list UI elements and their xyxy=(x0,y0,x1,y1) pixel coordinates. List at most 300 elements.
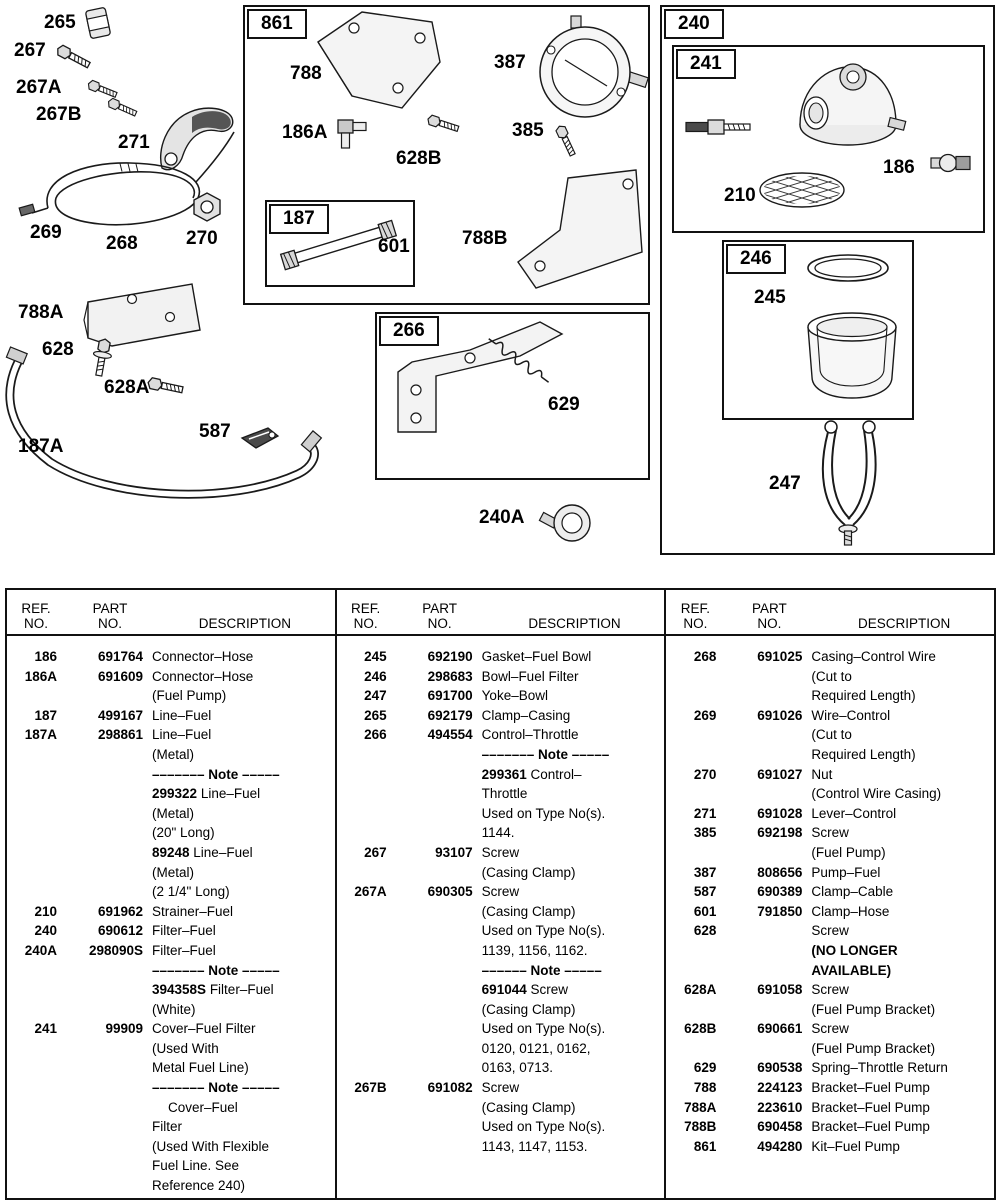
part-no: 494554 xyxy=(427,727,473,743)
table-row xyxy=(337,647,665,667)
part-no xyxy=(387,980,473,1000)
part-no: 298090S xyxy=(88,942,143,958)
ref-no xyxy=(337,765,387,785)
table-row xyxy=(337,1078,665,1098)
ref-no xyxy=(7,765,57,785)
table-header xyxy=(337,590,665,636)
description: (Used With xyxy=(152,1040,219,1056)
ref-no xyxy=(337,941,387,961)
part-no: 791850 xyxy=(757,903,803,919)
header-description xyxy=(155,616,335,631)
ref-no: 861 xyxy=(693,1138,717,1154)
part-screw-267A xyxy=(87,79,118,99)
part-label-268: 268 xyxy=(106,233,138,254)
ref-no: 267B xyxy=(354,1080,387,1096)
ref-no xyxy=(7,1058,57,1078)
table-row xyxy=(666,686,994,706)
ref-no xyxy=(7,1117,57,1137)
part-no xyxy=(57,784,143,804)
part-no xyxy=(387,941,473,961)
header-part-line1: PART xyxy=(751,601,787,616)
ref-no: 269 xyxy=(693,707,717,723)
table-row xyxy=(337,804,665,824)
ref-no: 246 xyxy=(364,668,387,684)
description: Screw xyxy=(481,1080,520,1096)
part-no: 691058 xyxy=(757,982,803,998)
ref-no xyxy=(337,745,387,765)
part-no: 692190 xyxy=(427,649,473,664)
ref-no xyxy=(7,1137,57,1157)
header-part-line2: NO. xyxy=(427,616,452,631)
ref-no xyxy=(7,784,57,804)
part-no xyxy=(387,804,473,824)
description: (Used With Flexible xyxy=(152,1138,270,1154)
part-no: 690305 xyxy=(427,884,473,900)
part-label-628B: 628B xyxy=(396,148,442,169)
ref-no xyxy=(7,843,57,863)
table-row xyxy=(337,961,665,981)
part-no: 691027 xyxy=(757,766,803,782)
ref-no: 628 xyxy=(693,923,717,939)
table-row xyxy=(7,1156,335,1176)
diagram-box-label-861: 861 xyxy=(247,9,307,39)
header-part-no xyxy=(724,601,814,631)
part-no xyxy=(716,941,802,961)
description: 1143, 1147, 1153. xyxy=(481,1138,588,1154)
header-part-no xyxy=(395,601,485,631)
part-no: 224123 xyxy=(757,1080,803,1096)
table-row xyxy=(7,706,335,726)
table-row xyxy=(7,1176,335,1196)
header-description xyxy=(814,616,994,631)
part-label-240A: 240A xyxy=(479,507,525,528)
part-no xyxy=(387,863,473,883)
description: Wire–Control xyxy=(811,707,891,723)
description: (Casing Clamp) xyxy=(481,864,576,880)
part-no xyxy=(387,1117,473,1137)
part-no xyxy=(716,745,802,765)
part-no: 690389 xyxy=(757,884,803,900)
ref-no xyxy=(666,784,716,804)
description: Pump–Fuel xyxy=(811,864,881,880)
table-row xyxy=(7,863,335,883)
part-label-187A: 187A xyxy=(18,436,64,457)
description: Used on Type No(s). xyxy=(481,1119,606,1135)
ref-no: 187 xyxy=(34,707,57,723)
table-row xyxy=(7,843,335,863)
ref-no xyxy=(337,1058,387,1078)
part-label-788A: 788A xyxy=(18,302,64,323)
description: 691044 Screw xyxy=(481,982,568,998)
header-part-line2: NO. xyxy=(757,616,782,631)
table-body xyxy=(666,636,994,1156)
description: Casing–Control Wire xyxy=(811,649,936,664)
ref-no xyxy=(666,1000,716,1020)
description: Control–Throttle xyxy=(481,727,579,743)
part-no: 298683 xyxy=(427,668,473,684)
part-label-387: 387 xyxy=(494,52,526,73)
header-description xyxy=(485,616,665,631)
table-row xyxy=(337,1000,665,1020)
table-row xyxy=(337,1137,665,1157)
description: (Fuel Pump) xyxy=(152,688,227,704)
part-no xyxy=(716,784,802,804)
table-row xyxy=(337,882,665,902)
ref-no xyxy=(7,804,57,824)
part-no: 691700 xyxy=(427,688,473,704)
ref-no xyxy=(7,686,57,706)
part-no xyxy=(716,686,802,706)
ref-no: 628A xyxy=(684,982,717,998)
table-row xyxy=(337,706,665,726)
description: 1139, 1156, 1162. xyxy=(481,942,588,958)
table-row xyxy=(337,1039,665,1059)
part-no xyxy=(387,1058,473,1078)
ref-no xyxy=(7,823,57,843)
ref-no xyxy=(337,1137,387,1157)
header-ref-line1: REF. xyxy=(351,601,381,616)
part-no xyxy=(387,1039,473,1059)
table-row xyxy=(337,863,665,883)
ref-no: 385 xyxy=(693,825,717,841)
description: Screw xyxy=(811,982,849,998)
part-no xyxy=(716,961,802,981)
part-filter-fuel-240A xyxy=(539,505,590,541)
ref-no: 788A xyxy=(684,1099,717,1115)
ref-no xyxy=(7,1098,57,1118)
ref-no xyxy=(666,1039,716,1059)
part-no xyxy=(716,725,802,745)
ref-no xyxy=(337,1000,387,1020)
part-no xyxy=(387,921,473,941)
table-row xyxy=(7,686,335,706)
table-row xyxy=(7,882,335,902)
table-row xyxy=(666,784,994,804)
header-ref-line2: NO. xyxy=(353,616,378,631)
description: Strainer–Fuel xyxy=(152,903,234,919)
part-no: 690612 xyxy=(97,923,143,939)
description: Fuel Line. See xyxy=(152,1158,240,1174)
header-ref-line2: NO. xyxy=(23,616,48,631)
description: Used on Type No(s). xyxy=(481,1021,606,1037)
description: ––––––– Note ––––– xyxy=(481,746,610,762)
description: Connector–Hose xyxy=(152,649,254,664)
part-line-fuel-metal-187A xyxy=(6,347,321,494)
table-row xyxy=(7,902,335,922)
part-no xyxy=(716,1039,802,1059)
description: Spring–Throttle Return xyxy=(811,1060,948,1076)
description: (Casing Clamp) xyxy=(481,1099,576,1115)
diagram-box-label-241: 241 xyxy=(676,49,736,79)
ref-no: 187A xyxy=(24,727,57,743)
part-label-629: 629 xyxy=(548,394,580,415)
part-no: 691764 xyxy=(97,649,143,664)
table-row xyxy=(337,784,665,804)
part-label-271: 271 xyxy=(118,132,150,153)
ref-no: 587 xyxy=(693,884,717,900)
description: Screw xyxy=(811,923,849,939)
table-row xyxy=(666,706,994,726)
description: Metal Fuel Line) xyxy=(152,1060,249,1076)
table-column-group xyxy=(7,590,337,1198)
description: (Metal) xyxy=(152,746,195,762)
table-row xyxy=(7,1137,335,1157)
part-no xyxy=(387,1137,473,1157)
part-no: 692179 xyxy=(427,707,473,723)
table-row xyxy=(7,784,335,804)
description: AVAILABLE) xyxy=(811,962,892,978)
table-body xyxy=(7,636,335,1196)
ref-no xyxy=(666,843,716,863)
ref-no xyxy=(7,745,57,765)
table-header xyxy=(666,590,994,636)
table-row xyxy=(666,1137,994,1157)
description: Line–Fuel xyxy=(152,707,212,723)
part-label-788B: 788B xyxy=(462,228,508,249)
ref-no xyxy=(7,1156,57,1176)
table-row xyxy=(666,843,994,863)
description: Bracket–Fuel Pump xyxy=(811,1099,930,1115)
description: Reference 240) xyxy=(152,1178,246,1194)
part-no xyxy=(57,1058,143,1078)
part-screw-267B xyxy=(107,97,138,118)
part-label-385: 385 xyxy=(512,120,544,141)
ref-no: 241 xyxy=(34,1021,57,1037)
diagram-box-label-240: 240 xyxy=(664,9,724,39)
parts-table xyxy=(5,588,996,1200)
ref-no: 267A xyxy=(354,884,387,900)
ref-no: 245 xyxy=(364,649,387,664)
description: Required Length) xyxy=(811,688,916,704)
part-no: 99909 xyxy=(105,1021,143,1037)
part-no: 223610 xyxy=(757,1099,803,1115)
table-row xyxy=(7,823,335,843)
part-label-270: 270 xyxy=(186,228,218,249)
description: Nut xyxy=(811,766,833,782)
header-description-label: DESCRIPTION xyxy=(198,616,291,631)
table-row xyxy=(337,686,665,706)
description: Screw xyxy=(481,844,520,860)
part-clamp-casing-265 xyxy=(85,7,110,39)
description: Throttle xyxy=(481,786,528,802)
part-screw-628A xyxy=(147,377,184,395)
description: Clamp–Casing xyxy=(481,707,571,723)
diagram-box-label-187: 187 xyxy=(269,204,329,234)
description: 394358S Filter–Fuel xyxy=(152,982,274,998)
ref-no xyxy=(337,921,387,941)
description: ––––––– Note ––––– xyxy=(152,962,280,978)
description: (Metal) xyxy=(152,864,195,880)
header-description-label: DESCRIPTION xyxy=(528,616,621,631)
description: Screw xyxy=(811,825,849,841)
part-no xyxy=(716,667,802,687)
part-no xyxy=(387,745,473,765)
ref-no: 266 xyxy=(364,727,387,743)
table-row xyxy=(666,882,994,902)
part-no xyxy=(57,1098,143,1118)
part-label-628: 628 xyxy=(42,339,74,360)
part-no xyxy=(57,1176,143,1196)
table-row xyxy=(7,921,335,941)
description: (Control Wire Casing) xyxy=(811,786,942,802)
description: (Fuel Pump) xyxy=(811,844,886,860)
ref-no: 788 xyxy=(693,1080,717,1096)
part-label-265: 265 xyxy=(44,12,76,33)
table-row xyxy=(7,1078,335,1098)
description: Bracket–Fuel Pump xyxy=(811,1119,930,1135)
table-row xyxy=(337,823,665,843)
ref-no xyxy=(337,784,387,804)
part-no xyxy=(57,863,143,883)
part-no xyxy=(57,980,143,1000)
description: Connector–Hose xyxy=(152,668,254,684)
table-row xyxy=(666,941,994,961)
part-label-587: 587 xyxy=(199,421,231,442)
ref-no xyxy=(7,882,57,902)
part-label-628A: 628A xyxy=(104,377,150,398)
part-no: 494280 xyxy=(757,1138,803,1154)
description: ––––––– Note ––––– xyxy=(152,766,280,782)
part-no: 93107 xyxy=(435,844,473,860)
part-no xyxy=(57,765,143,785)
ref-no: 265 xyxy=(364,707,387,723)
table-row xyxy=(666,725,994,745)
part-label-210: 210 xyxy=(724,185,756,206)
table-row xyxy=(7,961,335,981)
header-part-line1: PART xyxy=(92,601,128,616)
table-row xyxy=(666,667,994,687)
description: (Casing Clamp) xyxy=(481,903,576,919)
table-row xyxy=(7,804,335,824)
ref-no xyxy=(337,823,387,843)
part-label-247: 247 xyxy=(769,473,801,494)
part-no xyxy=(387,1019,473,1039)
part-screw-628 xyxy=(90,338,114,378)
description: Bowl–Fuel Filter xyxy=(481,668,579,684)
ref-no: 210 xyxy=(34,903,57,919)
table-row xyxy=(666,647,994,667)
part-no xyxy=(57,1137,143,1157)
part-no xyxy=(387,765,473,785)
part-label-245: 245 xyxy=(754,287,786,308)
ref-no xyxy=(7,1039,57,1059)
description: Clamp–Cable xyxy=(811,884,894,900)
ref-no: 628B xyxy=(684,1021,717,1037)
part-no: 690458 xyxy=(757,1119,803,1135)
table-row xyxy=(666,1117,994,1137)
table-row xyxy=(666,1039,994,1059)
ref-no: 268 xyxy=(693,649,717,664)
table-row xyxy=(666,863,994,883)
table-row xyxy=(666,921,994,941)
part-no xyxy=(387,1000,473,1020)
description: (Cut to xyxy=(811,668,852,684)
description: (Metal) xyxy=(152,805,195,821)
part-no: 690661 xyxy=(757,1021,803,1037)
diagram-box-label-266: 266 xyxy=(379,316,439,346)
table-row xyxy=(337,902,665,922)
table-row xyxy=(337,725,665,745)
table-row xyxy=(666,804,994,824)
part-no xyxy=(57,1117,143,1137)
part-no xyxy=(57,804,143,824)
ref-no xyxy=(666,961,716,981)
header-ref-no xyxy=(337,601,395,631)
ref-no xyxy=(7,961,57,981)
part-label-267A: 267A xyxy=(16,77,62,98)
diagram-box-label-246: 246 xyxy=(726,244,786,274)
table-row xyxy=(337,843,665,863)
part-no xyxy=(57,961,143,981)
table-row xyxy=(337,667,665,687)
ref-no: 240 xyxy=(34,923,57,939)
header-part-no xyxy=(65,601,155,631)
table-row xyxy=(337,765,665,785)
description: (20" Long) xyxy=(152,825,215,841)
description: Kit–Fuel Pump xyxy=(811,1138,900,1154)
ref-no: 271 xyxy=(693,805,717,821)
table-row xyxy=(7,1000,335,1020)
header-ref-no xyxy=(7,601,65,631)
part-no xyxy=(387,823,473,843)
ref-no xyxy=(337,804,387,824)
part-no xyxy=(57,882,143,902)
header-description-label: DESCRIPTION xyxy=(858,616,951,631)
description: ––––––– Note ––––– xyxy=(152,1080,280,1096)
description: 0120, 0121, 0162, xyxy=(481,1040,591,1056)
table-row xyxy=(666,823,994,843)
ref-no xyxy=(7,980,57,1000)
header-ref-line1: REF. xyxy=(680,601,710,616)
part-no xyxy=(387,902,473,922)
description: Used on Type No(s). xyxy=(481,805,606,821)
part-screw-267 xyxy=(55,44,91,70)
header-ref-line2: NO. xyxy=(683,616,708,631)
description: Yoke–Bowl xyxy=(481,688,548,704)
diagram xyxy=(0,0,1000,586)
table-column-group xyxy=(666,590,994,1198)
ref-no xyxy=(337,1039,387,1059)
part-label-601: 601 xyxy=(378,236,410,257)
table-row xyxy=(7,1117,335,1137)
description: Clamp–Hose xyxy=(811,903,890,919)
table-row xyxy=(666,765,994,785)
table-row xyxy=(7,647,335,667)
table-row xyxy=(666,1098,994,1118)
diagram-box-241 xyxy=(672,45,985,233)
ref-no: 629 xyxy=(693,1060,717,1076)
part-no: 808656 xyxy=(757,864,803,880)
part-bracket-fuel-pump-788A xyxy=(84,284,200,346)
description: (Fuel Pump Bracket) xyxy=(811,1001,936,1017)
part-no: 692198 xyxy=(757,825,803,841)
part-no xyxy=(716,921,802,941)
ref-no: 387 xyxy=(693,864,717,880)
description: 0163, 0713. xyxy=(481,1060,553,1076)
part-label-267B: 267B xyxy=(36,104,82,125)
part-no xyxy=(57,843,143,863)
part-no: 499167 xyxy=(97,707,143,723)
ref-no xyxy=(666,745,716,765)
part-no xyxy=(57,1156,143,1176)
ref-no xyxy=(666,941,716,961)
table-header xyxy=(7,590,335,636)
ref-no xyxy=(337,961,387,981)
description: Used on Type No(s). xyxy=(481,923,606,939)
ref-no: 270 xyxy=(693,766,717,782)
part-label-788: 788 xyxy=(290,63,322,84)
table-body xyxy=(337,636,665,1156)
